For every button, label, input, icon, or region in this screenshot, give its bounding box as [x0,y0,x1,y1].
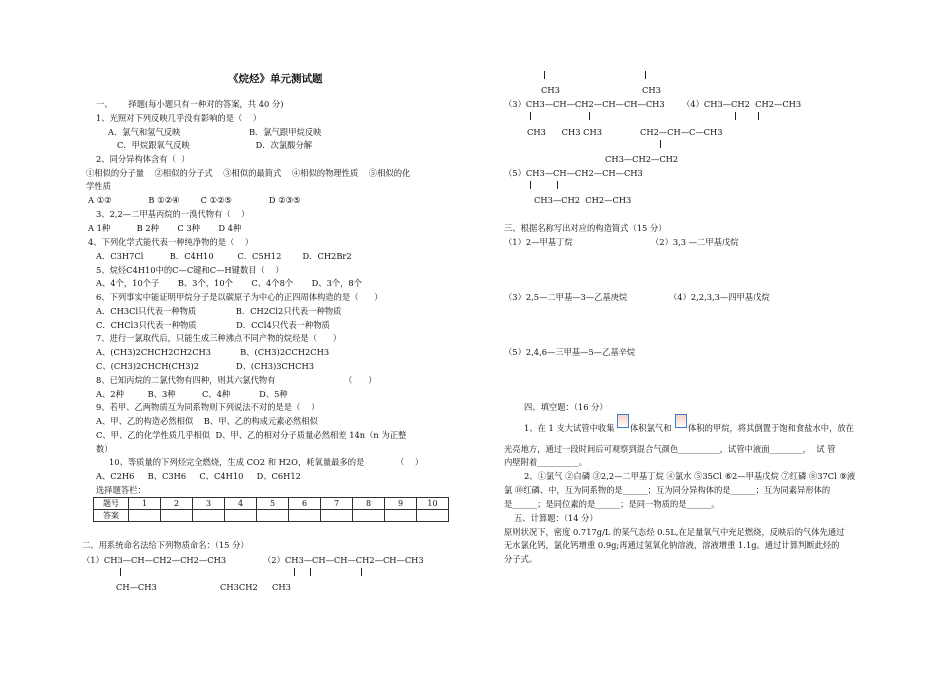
name-prompt-3: （3）2,5—二甲基—3—乙基庚烷 [504,292,628,302]
answer-table-number: 2 [161,498,193,510]
question-7: 7、进行一氯取代后，只能生成三种沸点不同产物的烷烃是（ ） [96,333,342,343]
answer-table-number: 5 [257,498,289,510]
answer-table [93,497,449,522]
question-9-option-cd: C、甲、乙的化学性质几乎相似 D、甲、乙的相对分子质量必然相差 14n（n 为正整 [96,430,407,440]
calc-line-1: 原则状况下，密度 0.717g/L 的某气态烃 0.5L,在足量氧气中充足燃烧，反映后的气体先通过 [504,527,845,537]
question-6: 6、下列事实中能证明甲烷分子是以碳原子为中心的正四周体构造的是（ ） [96,292,383,302]
bond-line [544,71,545,79]
question-8-choices: A、2种 B、3种 C、4种 D、5种 [96,389,288,399]
bond-line [735,112,736,120]
answer-table-number-row [94,498,449,510]
fill-1-part-c: 体积的甲烷，将其倒置于饱和食盐水中，放在 [688,423,854,433]
structure-5-branches: CH3—CH2 CH2—CH3 [534,195,632,205]
answer-table-number: 3 [193,498,225,510]
name-prompt-2: （2）3,3 —二甲基戊烷 [651,237,739,247]
structure-2-branch-2: CH3 [272,582,291,592]
section-1-header: 一、 择题(每小题只有一种对的答案，共 40 分) [96,99,284,109]
fill-2-line-2: 氯 ⑩红磷、中，互为同系物的是______；互为同分异构体的是______；互为同素异形体的 [504,485,831,495]
bond-line [120,568,121,576]
calc-line-2: 无水氯化钙，氯化钙增重 0.9g;再通过氢氧化钠溶液，溶液增重 1.1g。通过计算判断此烃的 [504,540,840,550]
question-2: 2、同分异构体含有（ ） [96,154,190,164]
answer-table-caption: 选择题答栏： [96,485,146,495]
answer-table-number: 7 [321,498,353,510]
answer-table-number: 8 [353,498,385,510]
question-10-choices: A、C2H6 B、C3H6 C、C4H10 D、C6H12 [96,471,301,481]
structure-3-top-branch: CH3 [642,85,661,95]
structure-3-main-chain: （3）CH3—CH—CH2—CH—CH—CH3 [504,99,665,109]
fill-1-line-2: 光亮地方，通过一段时间后可观察到混合气颜色__________，试管中液面________， 试 管 [504,444,836,454]
answer-table-number: 1 [129,498,161,510]
structure-3-top-branch: CH3 [541,85,560,95]
section-5-header: 五、计算题：（14 分） [514,513,598,523]
structure-3-branches: CH3 CH3 CH3 [527,127,603,137]
question-9-option-cd-cont: 数） [96,444,113,454]
structure-4-middle: CH2—CH—C—CH3 [640,127,723,137]
question-1-options-ab: A．氯气和氢气反映 B．氯气跟甲烷反映 [108,127,322,137]
answer-cell[interactable] [417,510,449,522]
structure-4-bottom: CH3—CH2—CH2 [605,154,679,164]
fraction-image [617,414,629,428]
question-6-options-ab: A．CH3Cl只代表一种物质 B．CH2Cl2只代表一种物质 [96,306,342,316]
question-2-statements: ①相似的分子量 ②相似的分子式 ③相似的最简式 ④相似的物理性质 ⑤相似的化 [86,168,411,178]
question-9: 9、若甲、乙两物质互为同系物则下列说法不对的是是（ ） [96,402,320,412]
answer-table-number: 10 [417,498,449,510]
question-4: 4、下列化学式能代表一种纯净物的是（ ） [88,237,254,247]
fill-1-part-a: 1、在 1 支大试管中收集 [524,423,615,433]
answer-cell[interactable] [193,510,225,522]
question-5-choices: A、4个，10个子 B、3个，10个 C、4个8个 D、3个，8个 [96,278,363,288]
section-2-header: 二、用系统命名法给下列物质命名：（15 分） [82,540,249,550]
bond-line [660,140,661,148]
answer-table-number: 6 [289,498,321,510]
fill-2-line-3: 是______；是同位素的是______；是同一物质的是______。 [504,499,720,509]
name-prompt-1: （1）2—甲基丁烷 [504,237,573,247]
name-prompt-4: （4）2,2,3,3—四甲基戊烷 [669,292,770,302]
bond-line [557,181,558,189]
answer-cell[interactable] [385,510,417,522]
fill-2-line-1: 2、①氯气 ②白磷 ③2,2—二甲基丁烷 ④氯水 ⑤35Cl ⑥2—甲基戊烷 ⑦红磷 ⑧37Cl ⑨液 [524,471,856,481]
bond-line [294,568,295,576]
bond-line [530,112,531,120]
bond-line [645,71,646,79]
structure-5-main-chain: （5）CH3—CH—CH2—CH—CH3 [504,168,643,178]
fill-1-line-3: 内壁附着__________。 [504,457,587,467]
bond-line [530,181,531,189]
answer-cell[interactable] [225,510,257,522]
question-5: 5、烷烃C4H10中的C—C键和C—H键数目（ ） [96,265,284,275]
question-7-options-ab: A、(CH3)2CHCH2CH2CH3 B、(CH3)2CCH2CH3 [96,347,330,357]
question-1-options-cd: C．甲烷跟氧气反映 D．次氯酸分解 [117,140,313,150]
page-title: 《烷烃》单元测试题 [228,73,323,85]
bond-line [589,112,590,120]
answer-cell[interactable] [321,510,353,522]
question-9-options-ab: A、甲、乙的构造必然相似 B、甲、乙的构成元素必然相似 [96,416,318,426]
question-2-choices: A ①② B ①②④ C ①②⑤ D ②③⑤ [88,195,301,205]
question-10: 10、等质量的下列烃完全燃烧，生成 CO2 和 H2O，耗氧量最多的是 （ ） [109,457,424,467]
bond-line [310,568,311,576]
structure-4-main: （4）CH3—CH2 CH2—CH3 [682,99,802,109]
question-8: 8、已知丙烷的二氯代物有四种，则其六氯代物有 （ ） [96,375,377,385]
question-7-options-cd: C、(CH3)2CHCH(CH3)2 D、(CH3)3CHCH3 [96,361,314,371]
section-3-header: 三、根据名称写出对应的构造简式（15 分） [504,223,667,233]
answer-cell[interactable] [289,510,321,522]
question-4-choices: A．C3H7Cl B．C4H10 C．C5H12 D．CH2Br2 [96,251,352,261]
answer-table-answer-row [94,510,449,522]
structure-1-branch: CH—CH3 [116,582,157,592]
question-1: 1、光照对下列反映几乎没有影响的是（ ） [96,113,262,123]
structure-2-main-chain: （2）CH3—CH—CH—CH2—CH—CH3 [263,555,424,565]
structure-2-branch-1: CH3CH2 [220,582,258,592]
answer-cell[interactable] [257,510,289,522]
answer-cell[interactable] [353,510,385,522]
question-6-options-cd: C．CHCl3只代表一种物质 D．CCl4只代表一种物质 [96,320,330,330]
answer-table-number: 4 [225,498,257,510]
answer-cell[interactable] [129,510,161,522]
answer-table-row-label: 题号 [94,498,129,510]
answer-cell[interactable] [161,510,193,522]
question-3: 3、2,2—二甲基丙烷的一溴代物有（ ） [96,209,250,219]
question-3-choices: A 1种 B 2种 C 3种 D 4种 [88,223,242,233]
answer-table-row-label: 答案 [94,510,129,522]
section-4-header: 四、填空题：（16 分） [524,402,608,412]
calc-line-3: 分子式。 [504,554,538,564]
name-prompt-5: （5）2,4,6—三甲基—5—乙基辛烷 [504,347,636,357]
fraction-image [675,414,687,428]
structure-1-main-chain: （1）CH3—CH—CH2—CH2—CH3 [82,555,227,565]
bond-line [758,112,759,120]
bond-line [361,568,362,576]
answer-table-number: 9 [385,498,417,510]
question-2-statements-cont: 学性质 [86,181,111,191]
fill-1-part-b: 体积氯气和 [630,423,672,433]
